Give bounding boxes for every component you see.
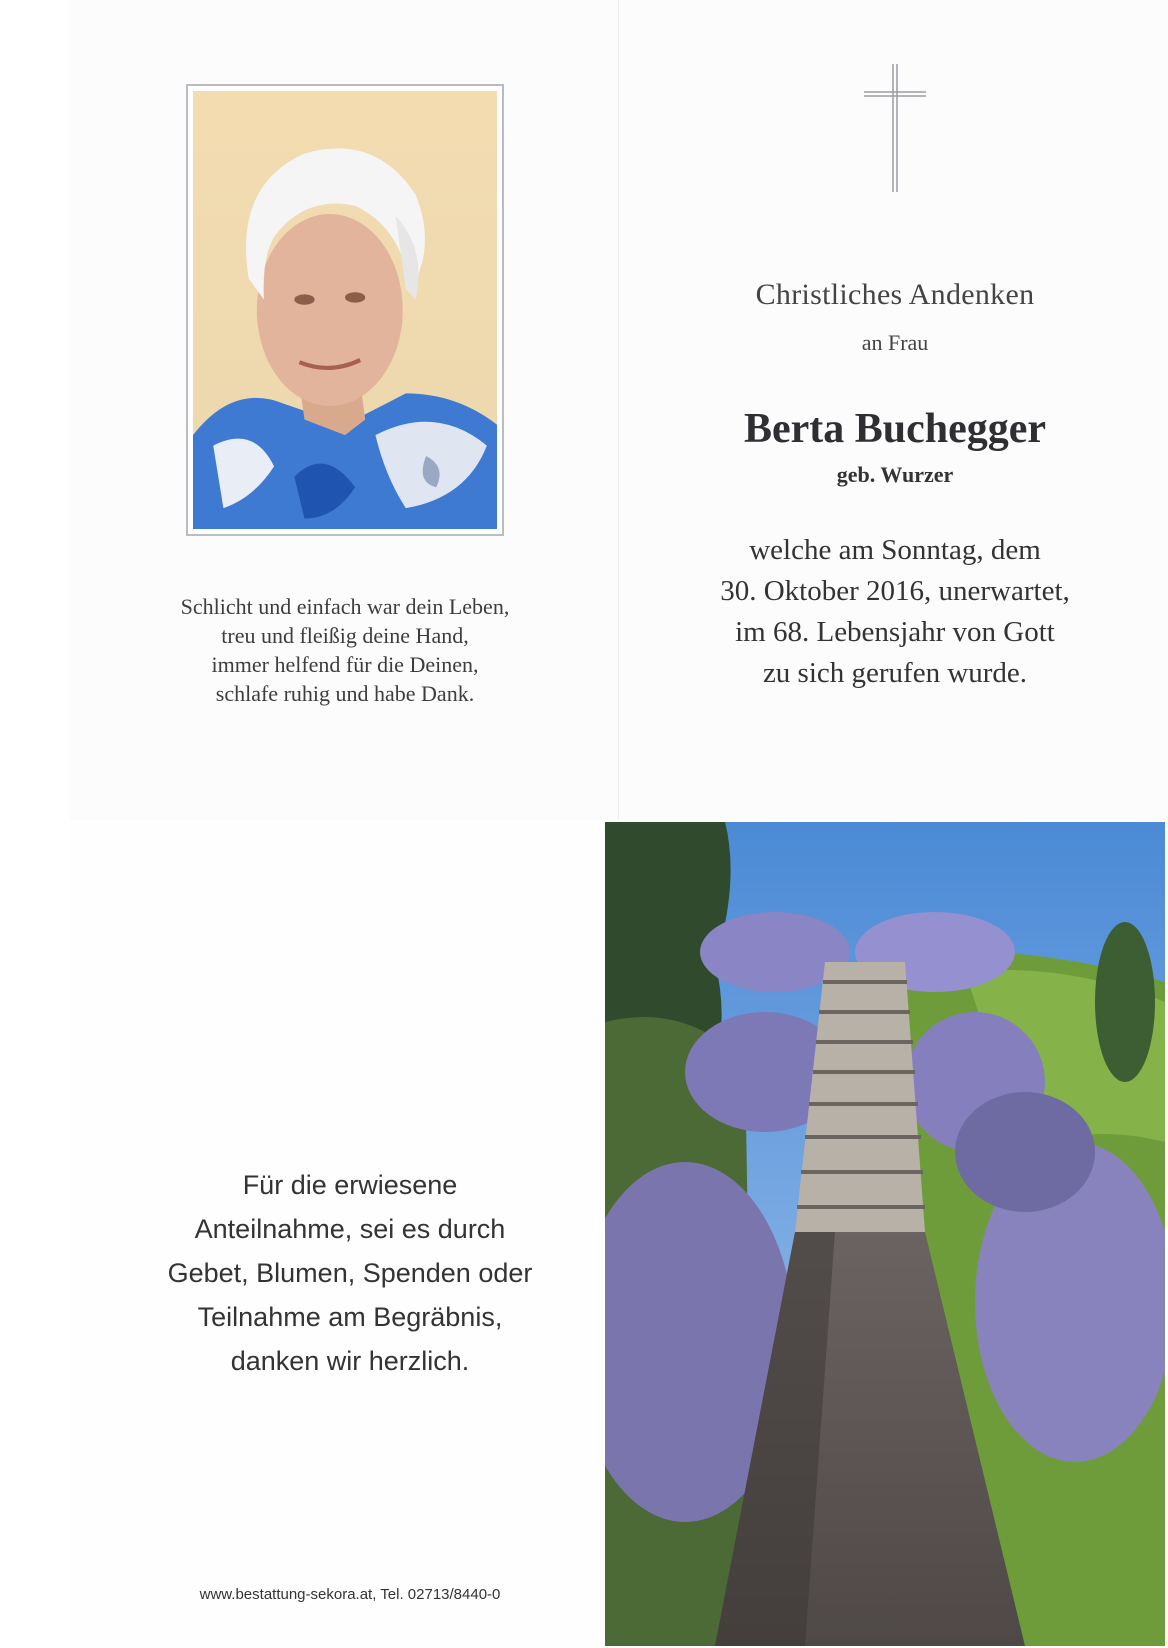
cross-icon: [862, 64, 928, 194]
portrait-image: [193, 91, 497, 529]
garden-photo: [605, 822, 1165, 1646]
portrait-photo: [186, 84, 504, 536]
poem: [100, 592, 590, 708]
obituary-line: 30. Oktober 2016, unerwartet,: [720, 575, 1070, 607]
poem-line: Schlicht und einfach war dein Leben,: [180, 594, 510, 619]
intro-heading: Christliches Andenken: [755, 278, 1035, 311]
thanks-line: Anteilnahme, sei es durch: [194, 1214, 506, 1244]
thanks-line: Für die erwiesene: [242, 1170, 458, 1200]
birth-name: geb. Wurzer: [836, 462, 954, 487]
garden-path-image: [605, 822, 1165, 1646]
deceased-name: Berta Buchegger: [743, 406, 1047, 452]
obituary-line: welche am Sonntag, dem: [749, 534, 1041, 566]
thanks-line: Teilnahme am Begräbnis,: [197, 1302, 503, 1332]
obituary-line: im 68. Lebensjahr von Gott: [735, 616, 1055, 648]
thanks-line: danken wir herzlich.: [230, 1346, 470, 1376]
poem-line: immer helfend für die Deinen,: [211, 652, 479, 677]
thanks-text: [120, 1163, 580, 1383]
poem-line: schlafe ruhig und habe Dank.: [215, 681, 475, 706]
thanks-line: Gebet, Blumen, Spenden oder: [167, 1258, 533, 1288]
obituary-line: zu sich gerufen wurde.: [762, 657, 1028, 689]
obituary-text: [660, 530, 1130, 694]
salutation: an Frau: [861, 330, 929, 355]
funeral-home-footer: www.bestattung-sekora.at, Tel. 02713/8440-0: [199, 1586, 501, 1603]
poem-line: treu und fleißig deine Hand,: [221, 623, 469, 648]
